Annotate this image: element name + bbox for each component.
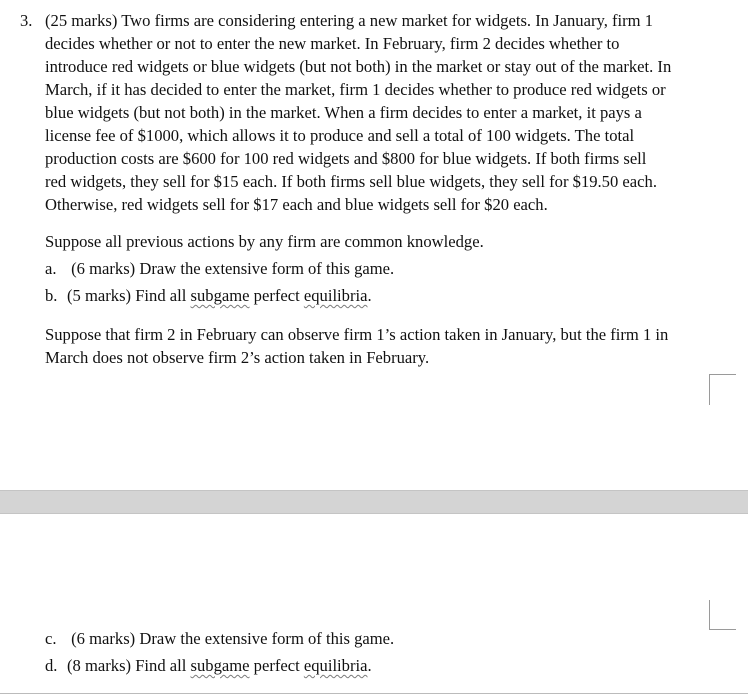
common-knowledge-statement: Suppose all previous actions by any firm are common knowledge.: [45, 232, 484, 251]
part-d-spellcheck-word-equilibria: equilibria: [303, 656, 368, 675]
part-d: [45, 654, 372, 677]
question-number: 3.: [20, 11, 33, 30]
part-b-label: b.: [45, 286, 58, 305]
part-c-label: c.: [45, 629, 57, 648]
part-b-spellcheck-word-equilibria: equilibria: [303, 286, 368, 305]
part-a-label: a.: [45, 259, 57, 278]
question-intro: [45, 9, 735, 216]
part-b: [45, 284, 372, 307]
text-boundary-corner-mark: [709, 374, 736, 405]
intro-line: March, if it has decided to enter the market, firm 1 decides whether to produce red widgets or: [45, 80, 666, 99]
part-d-suffix: .: [367, 656, 372, 675]
part-b-mid: perfect: [249, 286, 304, 305]
part-b-suffix: .: [367, 286, 372, 305]
part-d-prefix: (8 marks) Find all: [67, 656, 191, 675]
part-b-spellcheck-word-subgame: subgame: [190, 286, 250, 305]
observation-line: March does not observe firm 2’s action taken in February.: [45, 348, 430, 367]
observation-line: Suppose that firm 2 in February can observe firm 1’s action taken in January, but the firm 1 in: [45, 325, 669, 344]
page-bottom-edge: [0, 693, 748, 694]
part-d-spellcheck-word-subgame: subgame: [190, 656, 250, 675]
intro-line: production costs are $600 for 100 red widgets and $800 for blue widgets. If both firms sell: [45, 149, 647, 168]
intro-line: blue widgets (but not both) in the market. When a firm decides to enter a market, it pays a: [45, 103, 642, 122]
intro-line: Otherwise, red widgets sell for $17 each and blue widgets sell for $20 each.: [45, 195, 548, 214]
part-d-label: d.: [45, 656, 58, 675]
intro-line: red widgets, they sell for $15 each. If both firms sell blue widgets, they sell for $19.50 each.: [45, 172, 657, 191]
part-c: [45, 627, 394, 650]
intro-line: (25 marks) Two firms are considering entering a new market for widgets. In January, firm 1: [45, 11, 654, 30]
part-d-mid: perfect: [249, 656, 304, 675]
part-c-text: (6 marks) Draw the extensive form of this game.: [71, 629, 395, 648]
part-a: [45, 257, 394, 280]
page-break-gap: [0, 490, 748, 514]
text-boundary-corner-mark: [709, 600, 736, 630]
observation-statement: [45, 323, 735, 369]
part-a-text: (6 marks) Draw the extensive form of this game.: [71, 259, 395, 278]
intro-line: decides whether or not to enter the new market. In February, firm 2 decides whether to: [45, 34, 620, 53]
part-b-prefix: (5 marks) Find all: [67, 286, 191, 305]
intro-line: introduce red widgets or blue widgets (but not both) in the market or stay out of the market. In: [45, 57, 672, 76]
intro-line: license fee of $1000, which allows it to produce and sell a total of 100 widgets. The total: [45, 126, 635, 145]
